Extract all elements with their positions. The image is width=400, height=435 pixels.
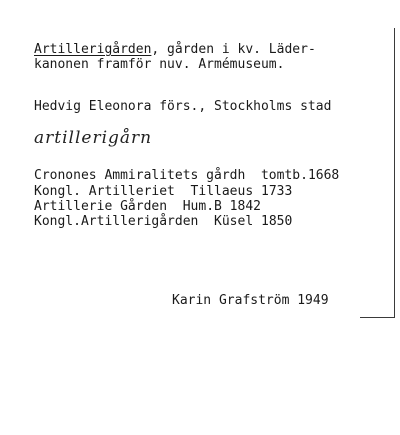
source-ref: Hum.B 1842 xyxy=(182,199,261,214)
source-row-2 xyxy=(34,184,292,200)
heading-description: , gården i kv. Läder- xyxy=(151,42,316,57)
parish-line: Hedvig Eleonora förs., Stockholms stad xyxy=(34,99,332,114)
source-row-1 xyxy=(34,168,339,184)
source-ref: tomtb.1668 xyxy=(260,168,340,183)
source-name: Kongl.Artillerigården xyxy=(34,214,199,229)
source-name: Cronones Ammiralitets gårdh xyxy=(34,168,246,183)
heading-line-2: kanonen framför nuv. Armémuseum. xyxy=(34,57,285,72)
place-name: Artillerigården xyxy=(34,42,152,57)
card-bottom-edge xyxy=(360,317,395,318)
source-row-4 xyxy=(34,214,292,230)
signature-line: Karin Grafström 1949 xyxy=(172,293,329,308)
source-name: Kongl. Artilleriet xyxy=(34,184,175,199)
heading-line-1 xyxy=(34,42,316,58)
source-row-3 xyxy=(34,199,261,215)
source-name: Artillerie Gården xyxy=(34,199,168,214)
source-ref: Küsel 1850 xyxy=(214,214,293,229)
handwritten-name: artillerigårn xyxy=(34,128,153,148)
card-right-edge xyxy=(394,28,395,318)
source-ref: Tillaeus 1733 xyxy=(190,184,293,199)
